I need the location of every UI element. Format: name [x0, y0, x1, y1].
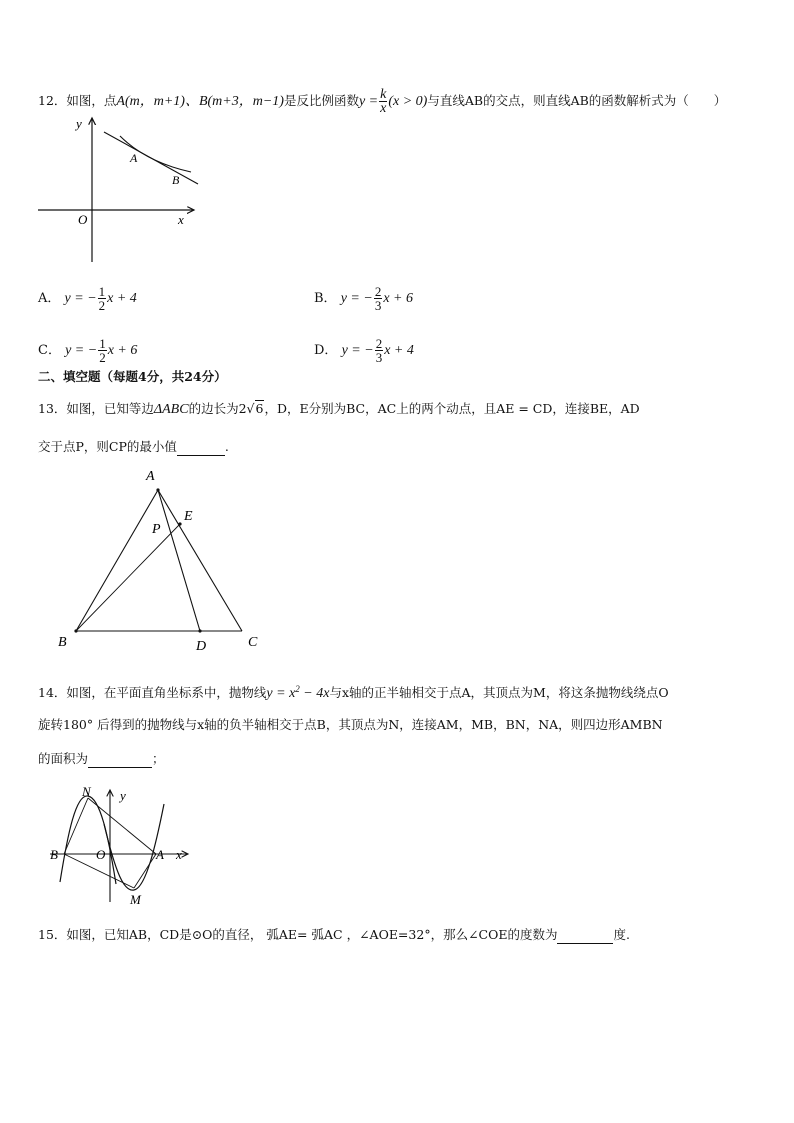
q12-option-c[interactable]: C． y = − $\frac{1}{2}$ x + 6 — [38, 336, 138, 365]
q14-stem-line2: 旋转180° 后得到的抛物线与x轴的负半轴相交于点B，其顶点为N，连接AM，MB，BN，NA，则四边形AMBN — [38, 717, 663, 732]
q13-fig-p: P — [152, 522, 161, 537]
q14-fig-b: B — [50, 847, 58, 862]
section-2-title: 二、填空题（每题4分，共24分） — [38, 369, 227, 384]
q12-stem: 12．如图，点A(m，m+1)、B(m+3，m−1)是反比例函数y = $\frac{k}{x}$ (x > 0)与直线AB的交点，则直线AB的函数解析式为（ ） — [38, 87, 727, 116]
q13-fig-e: E — [184, 509, 193, 524]
q14-stem-line3: 的面积为 ； — [38, 751, 165, 766]
q12-option-b[interactable]: B． y = − $\frac{2}{3}$ x + 6 — [314, 284, 413, 313]
q13-fig-c: C — [248, 635, 258, 650]
q13-figure — [54, 466, 266, 656]
q12-k-over-x: $\frac{k}{x}$ — [380, 87, 387, 116]
q14-fig-n: N — [82, 784, 91, 799]
q12-fig-y: y — [76, 116, 82, 131]
q13-stem-line1: 13．如图，已知等边ΔABC的边长为2√6，D，E分别为BC，AC上的两个动点，且AE = CD，连接BE，AD — [38, 401, 640, 417]
q14-fig-x: x — [176, 847, 182, 862]
q13-fig-d: D — [196, 639, 207, 654]
q12-fig-a: A — [130, 151, 138, 165]
q15-stem: 15．如图，已知AB，CD是⊙O的直径， 弧AE= 弧AC ，∠AOE=32°，那么∠COE的度数为 度. — [38, 927, 630, 942]
q14-figure — [46, 784, 196, 908]
q12-option-a[interactable]: A． y = − $\frac{1}{2}$ x + 4 — [38, 284, 137, 313]
q14-answer-blank[interactable] — [88, 753, 152, 768]
q15-answer-blank[interactable] — [557, 929, 613, 944]
q14-fig-o: O — [96, 847, 106, 862]
q14-stem-line1: 14．如图，在平面直角坐标系中，抛物线$y = x^2 - 4x$与x轴的正半轴相交于点A，其顶点为M，将这条抛物线绕点O — [38, 684, 669, 702]
q14-fig-a: A — [156, 847, 164, 862]
q12-fig-x: x — [178, 212, 184, 227]
q12-option-d[interactable]: D． y = − $\frac{2}{3}$ x + 4 — [314, 336, 414, 365]
q13-answer-blank[interactable] — [177, 441, 225, 456]
q12-fig-o: O — [78, 212, 88, 227]
q12-figure — [36, 112, 206, 264]
q12-fig-b: B — [172, 173, 180, 187]
q14-fig-y: y — [120, 788, 126, 803]
q13-fig-b: B — [58, 635, 67, 650]
q14-fig-m: M — [130, 892, 141, 907]
q13-stem-line2: 交于点P，则CP的最小值 . — [38, 439, 229, 454]
q13-fig-a: A — [146, 469, 155, 484]
